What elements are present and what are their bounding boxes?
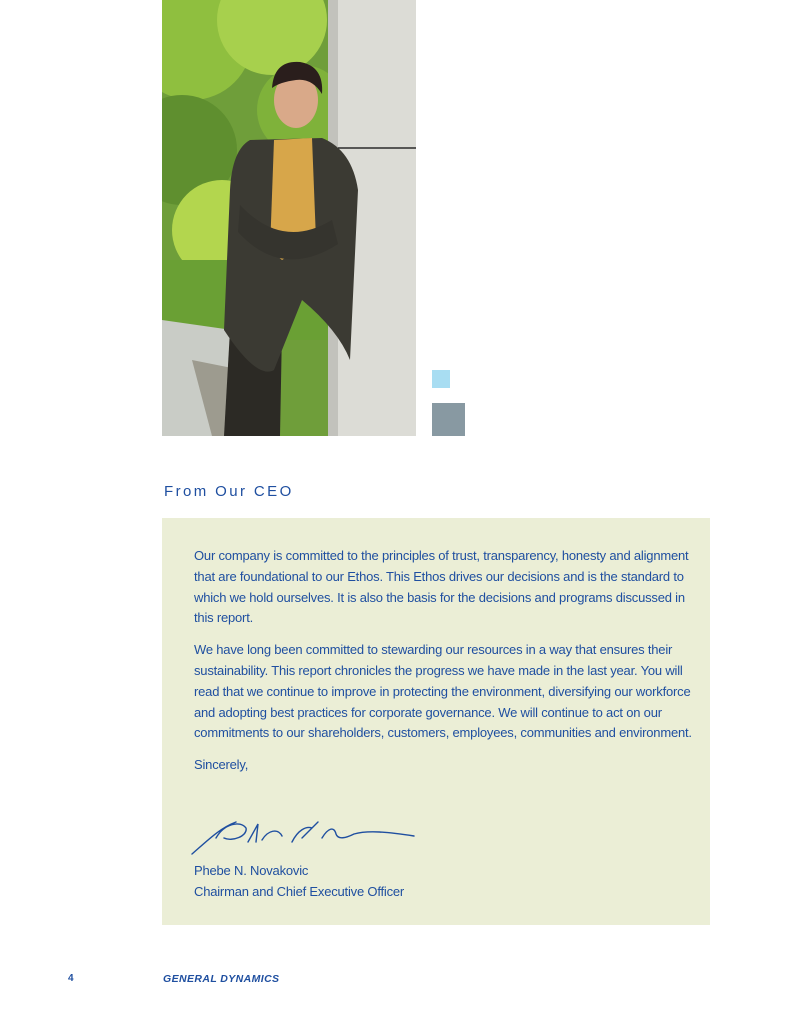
handwritten-signature <box>188 816 420 858</box>
signer-name: Phebe N. Novakovic <box>194 863 309 878</box>
signer-block <box>194 861 404 903</box>
decorative-square-light <box>432 370 450 388</box>
page-number: 4 <box>68 973 74 984</box>
signer-title: Chairman and Chief Executive Officer <box>194 883 405 899</box>
letter-paragraph: Our company is committed to the principles of trust, transparency, honesty and alignment that are foundational to our Ethos. This Ethos drives our decisions and is the standard to which we hold ourselves. It is also the basis for the decisions and programs discussed in this report. <box>194 548 689 626</box>
ceo-letter-box <box>162 518 710 925</box>
letter-closing: Sincerely, <box>194 757 249 773</box>
brand-logo: GENERAL DYNAMICS <box>163 973 280 985</box>
letter-body <box>194 546 694 787</box>
decorative-square-dark <box>432 403 465 436</box>
ceo-portrait-photo <box>162 0 416 436</box>
letter-paragraph: We have long been committed to stewarding our resources in a way that ensures their sustainability. This report chronicles the progress we have made in the last year. You will read that we continue to improve in protecting the environment, diversifying our workforce and adopting best practices for corporate governance. We will continue to act on our commitments to our shareholders, customers, employees, communities and environment. <box>194 642 692 741</box>
section-heading: From Our CEO <box>164 483 294 500</box>
